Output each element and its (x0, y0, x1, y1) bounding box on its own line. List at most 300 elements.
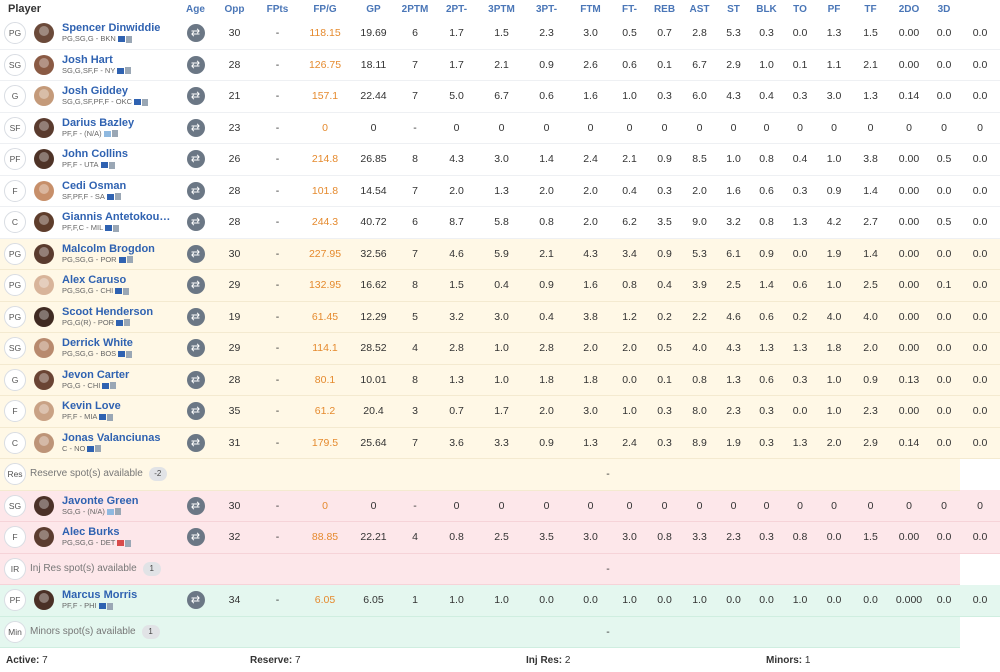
column-header-3ptm[interactable]: 3PTM (479, 0, 524, 18)
stat-cell: 2.3 (524, 18, 569, 49)
table-row (0, 585, 1000, 617)
footer-reserve: Reserve: 7 (250, 654, 301, 666)
stat-cell: 0.0 (960, 18, 1000, 49)
action-cell (178, 238, 213, 270)
player-name-link[interactable]: Josh Giddey (62, 85, 129, 98)
column-header-3pt[interactable]: 3PT- (524, 0, 569, 18)
player-meta (62, 286, 129, 296)
fp-per-game-cell: 0 (351, 112, 396, 144)
note-icon[interactable] (115, 508, 121, 515)
note-icon[interactable] (107, 414, 113, 421)
stat-cell: 3.8 (851, 144, 890, 176)
fp-per-game-cell: 40.72 (351, 207, 396, 239)
opponent-cell: - (256, 144, 299, 176)
stat-cell: 3.3 (682, 522, 717, 554)
stat-cell: 0.9 (524, 270, 569, 302)
stat-cell: 2.1 (524, 238, 569, 270)
fp-per-game-cell: 22.21 (351, 522, 396, 554)
stat-cell: 3.0 (612, 522, 647, 554)
player-name-link[interactable]: Malcolm Brogdon (62, 242, 155, 255)
stat-cell: 0 (479, 112, 524, 144)
swap-player-icon[interactable]: ⇄ (187, 402, 205, 420)
stat-cell: 0.9 (647, 144, 682, 176)
player-positions-team: PF,F - MIA (62, 412, 98, 422)
stat-cell: 4.3 (569, 238, 612, 270)
opponent-cell: - (256, 270, 299, 302)
news-flag-icon[interactable] (107, 194, 114, 200)
news-flag-icon[interactable] (105, 225, 112, 231)
column-header-gp[interactable]: GP (351, 0, 396, 18)
stat-cell: 0 (682, 490, 717, 522)
swap-player-icon[interactable]: ⇄ (187, 434, 205, 452)
stat-cell: 0.0 (928, 427, 960, 459)
swap-player-icon[interactable]: ⇄ (187, 371, 205, 389)
stat-cell: 3.0 (479, 144, 524, 176)
note-icon[interactable] (110, 382, 116, 389)
stat-cell: 3.0 (817, 81, 851, 113)
swap-player-icon[interactable]: ⇄ (187, 213, 205, 231)
player-name-link[interactable]: Alec Burks (62, 526, 120, 539)
player-meta (62, 223, 170, 233)
player-text (62, 306, 153, 328)
games-played-cell: - (396, 490, 434, 522)
avatar (34, 212, 54, 232)
stat-cell: 2.0 (569, 333, 612, 365)
avatar (34, 23, 54, 43)
player-meta (62, 601, 137, 611)
stat-cell: 0.00 (890, 144, 928, 176)
stat-cell: 0 (928, 112, 960, 144)
column-header-player[interactable]: Player (0, 0, 178, 18)
fantasy-points-cell: 0 (299, 112, 351, 144)
position-cell (0, 270, 30, 302)
table-row (0, 144, 1000, 176)
fp-per-game-cell: 32.56 (351, 238, 396, 270)
swap-player-icon[interactable]: ⇄ (187, 276, 205, 294)
column-header-fpg[interactable]: FP/G (299, 0, 351, 18)
stat-cell: 1.5 (851, 522, 890, 554)
stat-cell: 0.14 (890, 81, 928, 113)
games-played-cell: 6 (396, 18, 434, 49)
avatar (34, 370, 54, 390)
stat-cell: 0.0 (960, 238, 1000, 270)
position-badge: F (4, 180, 26, 202)
column-header-2ptm[interactable]: 2PTM (396, 0, 434, 18)
swap-player-icon[interactable]: ⇄ (187, 56, 205, 74)
stat-cell: 0.8 (750, 207, 783, 239)
note-icon[interactable] (113, 225, 119, 232)
position-cell (0, 144, 30, 176)
stat-cell: 1.3 (750, 333, 783, 365)
position-cell (0, 427, 30, 459)
opponent-cell: - (256, 490, 299, 522)
games-played-cell: 6 (396, 207, 434, 239)
stat-cell: 1.5 (434, 270, 479, 302)
column-header-ft[interactable]: FT- (612, 0, 647, 18)
player-info (30, 180, 178, 202)
stat-cell: 0.3 (647, 427, 682, 459)
news-flag-icon[interactable] (99, 414, 106, 420)
opponent-cell: - (256, 18, 299, 49)
note-icon[interactable] (142, 99, 148, 106)
stat-cell: 0.0 (928, 18, 960, 49)
table-row (0, 396, 1000, 428)
action-cell (178, 301, 213, 333)
position-cell (0, 553, 30, 585)
news-flag-icon[interactable] (99, 603, 106, 609)
stat-cell: 2.0 (682, 175, 717, 207)
player-positions-team: PF,F,C - MIL (62, 223, 104, 233)
news-flag-icon[interactable] (115, 288, 122, 294)
swap-player-icon[interactable]: ⇄ (187, 119, 205, 137)
fp-per-game-cell: 18.11 (351, 49, 396, 81)
stat-cell: 0.0 (928, 333, 960, 365)
player-info (30, 495, 178, 517)
column-header-2do[interactable]: 2DO (890, 0, 928, 18)
player-positions-team: SG,G,SF,PF,F - OKC (62, 97, 133, 107)
opponent-cell: - (256, 585, 299, 617)
column-header-fpts[interactable]: FPts (256, 0, 299, 18)
stat-cell: 0 (524, 112, 569, 144)
table-row (0, 427, 1000, 459)
player-info (30, 243, 178, 265)
stat-cell: 3.5 (524, 522, 569, 554)
player-meta (62, 381, 129, 391)
opponent-cell: - (256, 81, 299, 113)
stat-cell: 0 (890, 490, 928, 522)
swap-player-icon[interactable]: ⇄ (187, 308, 205, 326)
stat-cell: 1.3 (434, 364, 479, 396)
player-name-link[interactable]: Jevon Carter (62, 368, 130, 381)
avatar (34, 401, 54, 421)
fantasy-points-cell: 88.85 (299, 522, 351, 554)
player-meta (62, 412, 121, 422)
stat-cell: 2.3 (851, 396, 890, 428)
avatar (34, 496, 54, 516)
age-cell: 19 (213, 301, 256, 333)
stat-cell: 3.3 (479, 427, 524, 459)
games-played-cell: - (396, 112, 434, 144)
column-header-opp[interactable]: Opp (213, 0, 256, 18)
footer-active: Active: 7 (6, 654, 48, 666)
player-name-link[interactable]: Giannis Antetokou… (62, 211, 171, 224)
player-info (30, 432, 178, 454)
stat-cell: 0.0 (817, 585, 851, 617)
swap-player-icon[interactable]: ⇄ (187, 497, 205, 515)
opponent-cell: - (256, 364, 299, 396)
player-cell (30, 112, 178, 144)
news-flag-icon[interactable] (117, 540, 124, 546)
opponent-cell: - (256, 333, 299, 365)
fantasy-points-cell: 6.05 (299, 585, 351, 617)
player-positions-team: PG,G(R) - POR (62, 317, 115, 327)
table-row (0, 490, 1000, 522)
stat-cell: 0.0 (960, 364, 1000, 396)
stat-cell: 4.2 (817, 207, 851, 239)
action-cell (178, 207, 213, 239)
swap-player-icon[interactable]: ⇄ (187, 528, 205, 546)
stat-cell: 0 (851, 490, 890, 522)
stat-cell: 1.3 (851, 81, 890, 113)
action-cell (178, 144, 213, 176)
table-row (0, 18, 1000, 49)
stat-cell: 0.0 (569, 585, 612, 617)
age-cell: 35 (213, 396, 256, 428)
player-text (62, 337, 133, 359)
stat-cell: 1.0 (817, 144, 851, 176)
note-icon[interactable] (126, 351, 132, 358)
player-cell (30, 238, 178, 270)
stat-cell: 5.3 (682, 238, 717, 270)
player-meta (62, 129, 134, 139)
games-played-cell: 7 (396, 238, 434, 270)
player-name-link[interactable]: Alex Caruso (62, 274, 127, 287)
position-cell (0, 459, 30, 491)
games-played-cell: 7 (396, 427, 434, 459)
note-icon[interactable] (109, 162, 115, 169)
stat-cell: 0 (524, 490, 569, 522)
fp-per-game-cell: 16.62 (351, 270, 396, 302)
player-meta (62, 34, 160, 44)
action-cell (178, 81, 213, 113)
stat-cell: 0.0 (960, 270, 1000, 302)
stat-cell: 3.4 (612, 238, 647, 270)
note-icon[interactable] (95, 445, 101, 452)
avatar (34, 244, 54, 264)
stat-cell: 1.4 (524, 144, 569, 176)
column-header-ftm[interactable]: FTM (569, 0, 612, 18)
fp-per-game-cell: 28.52 (351, 333, 396, 365)
swap-player-icon[interactable]: ⇄ (187, 150, 205, 168)
player-info (30, 589, 178, 611)
slot-label-cell (30, 616, 256, 648)
player-name-link[interactable]: Josh Hart (62, 53, 113, 66)
stat-cell: 0 (783, 490, 817, 522)
news-flag-icon[interactable] (102, 383, 109, 389)
stat-cell: 0.3 (783, 364, 817, 396)
stat-cell: 1.3 (717, 364, 750, 396)
stat-cell: 5.3 (717, 18, 750, 49)
stat-cell: 0.8 (647, 522, 682, 554)
stat-cell: 0.5 (928, 144, 960, 176)
player-positions-team: PG,SG,G - BOS (62, 349, 117, 359)
stat-cell: 2.5 (479, 522, 524, 554)
player-meta (62, 160, 128, 170)
footer-injres: Inj Res: 2 (526, 654, 571, 666)
age-cell: 23 (213, 112, 256, 144)
note-icon[interactable] (126, 36, 132, 43)
player-name-link[interactable]: Marcus Morris (62, 589, 138, 602)
stat-cell: 0.2 (783, 301, 817, 333)
stat-cell: 3.0 (479, 301, 524, 333)
note-icon[interactable] (115, 193, 121, 200)
news-flag-icon[interactable] (104, 131, 111, 137)
empty-slot-row (0, 553, 1000, 585)
table-row (0, 301, 1000, 333)
games-played-cell: 4 (396, 333, 434, 365)
position-badge: C (4, 211, 26, 233)
news-flag-icon[interactable] (118, 351, 125, 357)
note-icon[interactable] (107, 603, 113, 610)
stat-cell: 0.4 (612, 175, 647, 207)
stat-cell: 2.1 (612, 144, 647, 176)
note-icon[interactable] (124, 319, 130, 326)
news-flag-icon[interactable] (101, 162, 108, 168)
position-badge: PG (4, 306, 26, 328)
stat-cell: 0.0 (960, 301, 1000, 333)
player-name-link[interactable]: Darius Bazley (62, 116, 135, 129)
player-positions-team: PG,SG,G - POR (62, 254, 117, 264)
player-info (30, 400, 178, 422)
column-header-tf[interactable]: TF (851, 0, 890, 18)
news-flag-icon[interactable] (117, 68, 124, 74)
stat-cell: 0.00 (890, 238, 928, 270)
column-header-blk[interactable]: BLK (750, 0, 783, 18)
stat-cell: 0.3 (750, 427, 783, 459)
position-badge: PF (4, 148, 26, 170)
stat-cell: 2.0 (524, 175, 569, 207)
position-badge: SG (4, 337, 26, 359)
note-icon[interactable] (123, 288, 129, 295)
stat-cell: 1.8 (817, 333, 851, 365)
player-name-link[interactable]: Kevin Love (62, 400, 121, 413)
avatar (34, 590, 54, 610)
player-text (62, 211, 170, 233)
roster-body (0, 18, 1000, 648)
column-header-st[interactable]: ST (717, 0, 750, 18)
fantasy-points-cell: 214.8 (299, 144, 351, 176)
action-cell (178, 112, 213, 144)
stat-cell: 0 (928, 490, 960, 522)
position-cell (0, 207, 30, 239)
stat-cell: 1.5 (479, 18, 524, 49)
stat-cell: 0.00 (890, 522, 928, 554)
note-icon[interactable] (127, 256, 133, 263)
games-played-cell: 4 (396, 522, 434, 554)
stat-cell: 0.0 (783, 396, 817, 428)
fp-per-game-cell: 25.64 (351, 427, 396, 459)
stat-cell: 0.0 (960, 333, 1000, 365)
swap-player-icon[interactable]: ⇄ (187, 87, 205, 105)
column-header-2pt[interactable]: 2PT- (434, 0, 479, 18)
stat-cell: 0.6 (524, 81, 569, 113)
stat-cell: 0.0 (750, 585, 783, 617)
stat-cell: 1.0 (479, 333, 524, 365)
stat-cell: 3.6 (434, 427, 479, 459)
stat-cell: 0.6 (783, 270, 817, 302)
column-header-to[interactable]: TO (783, 0, 817, 18)
news-flag-icon[interactable] (107, 509, 114, 515)
stat-cell: 0.0 (960, 81, 1000, 113)
player-info (30, 117, 178, 139)
news-flag-icon[interactable] (119, 257, 126, 263)
player-info (30, 274, 178, 296)
stat-cell: 4.0 (682, 333, 717, 365)
player-name-link[interactable]: Cedi Osman (62, 179, 127, 192)
player-name-link[interactable]: Javonte Green (62, 494, 139, 507)
stat-cell: 0.00 (890, 175, 928, 207)
opponent-cell: - (256, 301, 299, 333)
stat-cell: 0.0 (960, 144, 1000, 176)
player-positions-team: SG,G - (N/A) (62, 506, 105, 516)
stat-cell: 1.6 (569, 81, 612, 113)
player-text (62, 432, 160, 454)
player-cell (30, 585, 178, 617)
stat-cell: 4.0 (817, 301, 851, 333)
column-header-reb[interactable]: REB (647, 0, 682, 18)
avatar (34, 433, 54, 453)
opponent-cell: - (256, 112, 299, 144)
stat-cell: 0 (960, 112, 1000, 144)
player-text (62, 85, 148, 107)
column-header-ast[interactable]: AST (682, 0, 717, 18)
stat-cell: 0 (960, 490, 1000, 522)
position-cell (0, 522, 30, 554)
swap-player-icon[interactable]: ⇄ (187, 245, 205, 263)
news-flag-icon[interactable] (134, 99, 141, 105)
note-icon[interactable] (112, 130, 118, 137)
stat-cell: 0.9 (750, 238, 783, 270)
table-row (0, 49, 1000, 81)
position-cell (0, 112, 30, 144)
age-cell: 29 (213, 270, 256, 302)
player-name-link[interactable]: Jonas Valanciunas (62, 431, 161, 444)
stat-cell: 0.1 (783, 49, 817, 81)
player-name-link[interactable]: John Collins (62, 148, 128, 161)
position-badge: PG (4, 274, 26, 296)
stat-cell: 1.6 (569, 270, 612, 302)
action-cell (178, 270, 213, 302)
column-header-3d[interactable]: 3D (928, 0, 960, 18)
position-badge: G (4, 369, 26, 391)
stat-cell: 2.8 (682, 18, 717, 49)
note-icon[interactable] (125, 67, 131, 74)
note-icon[interactable] (125, 540, 131, 547)
stat-cell: 1.8 (569, 364, 612, 396)
player-positions-team: SG,G,SF,F - NY (62, 65, 116, 75)
news-flag-icon[interactable] (118, 36, 125, 42)
stat-cell: 6.7 (682, 49, 717, 81)
swap-player-icon[interactable]: ⇄ (187, 24, 205, 42)
swap-player-icon[interactable]: ⇄ (187, 182, 205, 200)
stat-cell: 4.0 (851, 301, 890, 333)
stat-cell: 0 (434, 112, 479, 144)
stat-cell: 0.3 (783, 81, 817, 113)
swap-player-icon[interactable]: ⇄ (187, 591, 205, 609)
stat-cell: 2.4 (569, 144, 612, 176)
stat-cell: 6.2 (612, 207, 647, 239)
stat-cell: 0.1 (647, 364, 682, 396)
stat-cell: 0.6 (750, 175, 783, 207)
player-info (30, 306, 178, 328)
player-name-link[interactable]: Spencer Dinwiddie (62, 22, 161, 35)
column-header-age[interactable]: Age (178, 0, 213, 18)
fp-per-game-cell: 6.05 (351, 585, 396, 617)
news-flag-icon[interactable] (116, 320, 123, 326)
stat-cell: 0.0 (928, 49, 960, 81)
stat-cell: 2.7 (851, 207, 890, 239)
player-meta (62, 192, 126, 202)
player-name-link[interactable]: Scoot Henderson (62, 305, 154, 318)
table-row (0, 364, 1000, 396)
news-flag-icon[interactable] (87, 446, 94, 452)
games-played-cell: 3 (396, 396, 434, 428)
player-name-link[interactable]: Derrick White (62, 337, 133, 350)
stat-cell: 0.0 (928, 522, 960, 554)
swap-player-icon[interactable]: ⇄ (187, 339, 205, 357)
column-header-pf[interactable]: PF (817, 0, 851, 18)
fp-per-game-cell: 26.85 (351, 144, 396, 176)
